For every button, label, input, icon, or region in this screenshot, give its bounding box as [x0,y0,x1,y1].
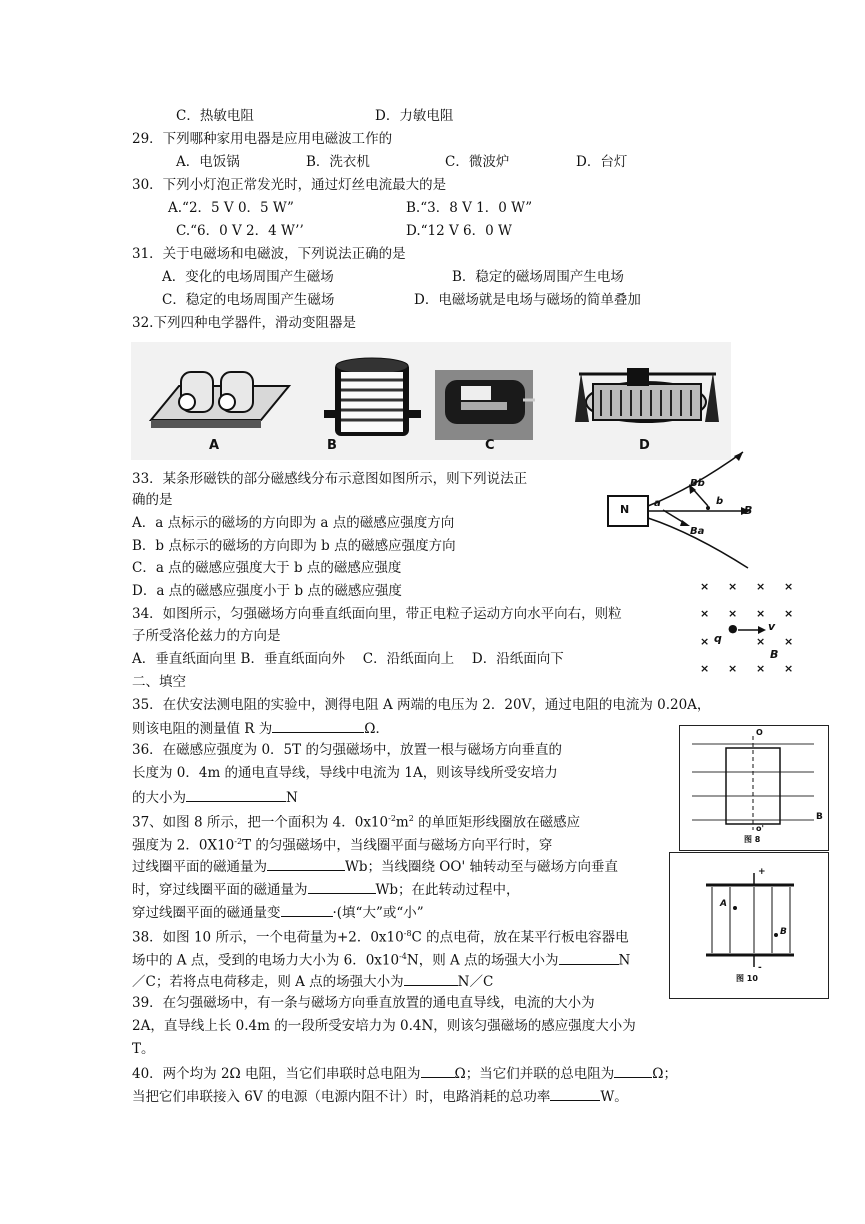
q28-option-c: C．热敏电阻 [176,108,254,124]
field-b-label: B [744,504,753,517]
q37-text-b: Wb；当线圈绕 OO' 轴转动至与磁场方向垂直 [345,859,618,875]
component-label-d: D [639,438,650,453]
q36-line1: 36．在磁感应强度为 0．5T 的匀强磁场中，放置一根与磁场方向垂直的 [132,742,562,758]
q29-option-b: B．洗衣机 [306,154,370,170]
exponent: -2 [388,814,396,823]
figure-8-caption: 图 8 [744,835,761,844]
magnet-n-label: N [620,503,630,516]
cross-mark: × [700,635,710,648]
q37-text-b: Wb；在此转动过程中， [375,882,520,898]
q30-option-b: B.“3．8 V 1．0 W” [406,200,533,216]
cross-mark: × [756,662,766,675]
field-b-label: B [816,812,823,822]
q37-text-a: 穿过线圈平面的磁通量变 [132,905,281,921]
q34-stem-line2: 子所受洛伦兹力的方向是 [132,628,281,644]
q31-option-a: A．变化的电场周围产生磁场 [162,269,334,285]
point-b-label: B [780,927,787,937]
q34-stem-line1: 34．如图所示，匀强磁场方向垂直纸面向里，带正电粒子运动方向水平向右，则粒 [132,606,622,622]
q30-stem: 30．下列小灯泡正常发光时，通过灯丝电流最大的是 [132,177,447,193]
q37-line5 [132,902,424,922]
axis-o-prime-label: o' [756,824,764,833]
figure-10-caption: 图 10 [736,974,758,983]
q36-text-b: N [286,790,298,806]
q37-text-b: ·(填“大”或“小” [332,905,424,921]
q40-answer-blank-2[interactable] [614,1063,652,1078]
q39-line3: T。 [132,1041,155,1057]
q32-components-figure [131,342,731,460]
velocity-v-label: v [768,620,776,633]
q40-line2 [132,1086,628,1106]
q29-stem: 29．下列哪种家用电器是应用电磁波工作的 [132,131,393,147]
q36-answer-blank[interactable] [186,787,286,802]
q36-line3 [132,787,298,807]
q39-line2: 2A，直导线上长 0.4m 的一段所受安培力为 0.4N，则该匀强磁场的感应强度大小为 [132,1018,636,1034]
section-heading-fill-in: 二、填空 [132,674,186,690]
q37-text-b: m [395,814,409,831]
minus-terminal-label: - [758,963,762,973]
q37-line3 [132,856,618,876]
figure-10-box [669,852,829,999]
q40-text-a: 40．两个均为 2Ω 电阻，当它们串联时总电阻为 [132,1066,421,1082]
q30-option-d: D.“12 V 6．0 W [406,223,512,239]
cross-mark: × [784,607,794,620]
q33-option-d: D．a 点的磁感应强度小于 b 点的磁感应强度 [132,583,402,599]
q37-text-a: 37、如图 8 所示，把一个面积为 4．0x10 [132,814,389,831]
vector-bb-label: Bb [690,478,705,489]
q38-text-b: C 的点电荷，放在某平行板电容器电 [411,929,629,946]
q35-text-b: Ω． [364,721,389,737]
cross-mark: × [756,607,766,620]
q37-answer-blank-3[interactable] [281,902,333,917]
component-c-capacitor [435,370,535,440]
cross-mark: × [700,607,710,620]
q40-line1 [132,1063,677,1083]
component-d-rheostat [575,368,719,422]
q33-stem-line1: 33．某条形磁铁的部分磁感线分布示意图如图所示，则下列说法正 [132,471,528,487]
q38-text-a: 38．如图 10 所示，一个电荷量为+2．0x10 [132,929,404,946]
q28-option-d: D．力敏电阻 [375,108,454,124]
q37-text-c: 的单匝矩形线圈放在磁感应 [413,814,581,831]
q34-field-figure [700,580,805,676]
axis-o-label: O [756,728,763,737]
q29-option-a: A．电饭锅 [176,154,240,170]
exponent: 2 [408,814,414,823]
q31-option-d: D．电磁场就是电场与磁场的简单叠加 [414,292,641,308]
q37-text-a: 时，穿过线圈平面的磁通量为 [132,882,308,898]
exponent: -8 [403,929,412,938]
q33-stem-line2: 确的是 [132,492,173,508]
cross-mark: × [700,580,710,593]
q30-option-c: C.“6．0 V 2．4 W’’ [176,223,304,239]
q38-line1 [132,925,629,947]
point-b-label: b [716,496,724,507]
figure-8-drawing [680,726,828,850]
q31-option-c: C．稳定的电场周围产生磁场 [162,292,335,308]
vector-ba-label: Ba [690,526,705,537]
q38-text-a: ／C；若将点电荷移走，则 A 点的场强大小为 [132,974,404,990]
q38-text-a: 场中的 A 点，受到的电场力大小为 6．0x10 [132,952,400,969]
cross-mark: × [784,635,794,648]
q40-text-b: Ω；当它们并联的总电阻为 [454,1066,615,1082]
q36-line2: 长度为 0．4m 的通电直导线，导线中电流为 1A，则该导线所受安培力 [132,765,558,781]
component-label-a: A [209,438,220,453]
cross-mark: × [728,662,738,675]
q35-answer-blank[interactable] [272,718,364,733]
q30-option-a: A.“2．5 V 0．5 W” [168,200,294,216]
q37-line1 [132,810,580,832]
plus-terminal-label: + [758,867,766,877]
cross-mark: × [700,662,710,675]
q29-option-d: D．台灯 [576,154,628,170]
figure-8-box [679,725,829,851]
q40-text-c: Ω； [652,1066,677,1082]
cross-mark: × [784,580,794,593]
exponent: -4 [399,952,407,961]
particle-q-label: q [714,632,722,645]
particle-charge: ● [728,622,738,635]
q35-line2 [132,718,389,738]
exponent: -2 [234,837,243,846]
q39-line1: 39．在匀强磁场中，有一条与磁场方向垂直放置的通电直导线，电流的大小为 [132,995,595,1011]
q37-answer-blank-1[interactable] [267,856,345,871]
field-b-label: B [770,648,779,661]
q32-stem: 32.下列四种电学器件，滑动变阻器是 [132,315,356,331]
q37-text-a: 强度为 2．0X10 [132,837,235,854]
q33-option-a: A．a 点标示的磁场的方向即为 a 点的磁感应强度方向 [132,515,455,531]
q40-answer-blank-1[interactable] [421,1063,455,1078]
component-label-b: B [327,438,337,453]
q37-text-b: T 的匀强磁场中，当线圈平面与磁场方向平行时，穿 [242,837,553,854]
q33-option-c: C．a 点的磁感应强度大于 b 点的磁感应强度 [132,560,402,576]
q40-answer-blank-3[interactable] [550,1086,600,1101]
q37-text-a: 过线圈平面的磁通量为 [132,859,267,875]
q38-line2 [132,948,630,970]
component-a-battery-holder [151,372,289,428]
q33-magnet-figure [598,448,758,572]
q38-answer-blank-1[interactable] [559,950,619,965]
cross-mark: × [756,635,766,648]
q29-option-c: C．微波炉 [445,154,510,170]
cross-mark: × [728,607,738,620]
q38-text-c: N [618,952,631,969]
q35-line1: 35．在伏安法测电阻的实验中，测得电阻 A 两端的电压为 2．20V，通过电阻的电流为 0.20A， [132,697,711,713]
q38-text-b: N／C [457,974,494,990]
cross-mark: × [784,662,794,675]
q38-answer-blank-2[interactable] [404,971,458,986]
cross-mark: × [728,580,738,593]
cross-mark: × [756,580,766,593]
q38-line3 [132,971,493,991]
point-a-label: a [654,498,661,509]
q40-text-a: 当把它们串联接入 6V 的电源（电源内阻不计）时，电路消耗的总功率 [132,1089,551,1105]
q31-option-b: B．稳定的磁场周围产生电场 [452,269,624,285]
q34-options: A．垂直纸面向里 B．垂直纸面向外 C．沿纸面向上 D．沿纸面向下 [132,651,564,667]
q33-option-b: B．b 点标示的磁场的方向即为 b 点的磁感应强度方向 [132,538,456,554]
q38-text-b: N，则 A 点的场强大小为 [406,952,559,969]
point-a-label: A [720,899,727,909]
q37-line2 [132,833,552,855]
q40-text-b: W。 [600,1089,628,1105]
q35-text-a: 则该电阻的测量值 R 为 [132,721,273,737]
q37-answer-blank-2[interactable] [308,879,376,894]
q31-stem: 31．关于电磁场和电磁波，下列说法正确的是 [132,246,406,262]
component-label-c: C [485,438,495,453]
velocity-arrow [738,625,768,635]
q36-text-a: 的大小为 [132,790,186,806]
component-b-coil [324,358,421,436]
q37-line4 [132,879,520,899]
